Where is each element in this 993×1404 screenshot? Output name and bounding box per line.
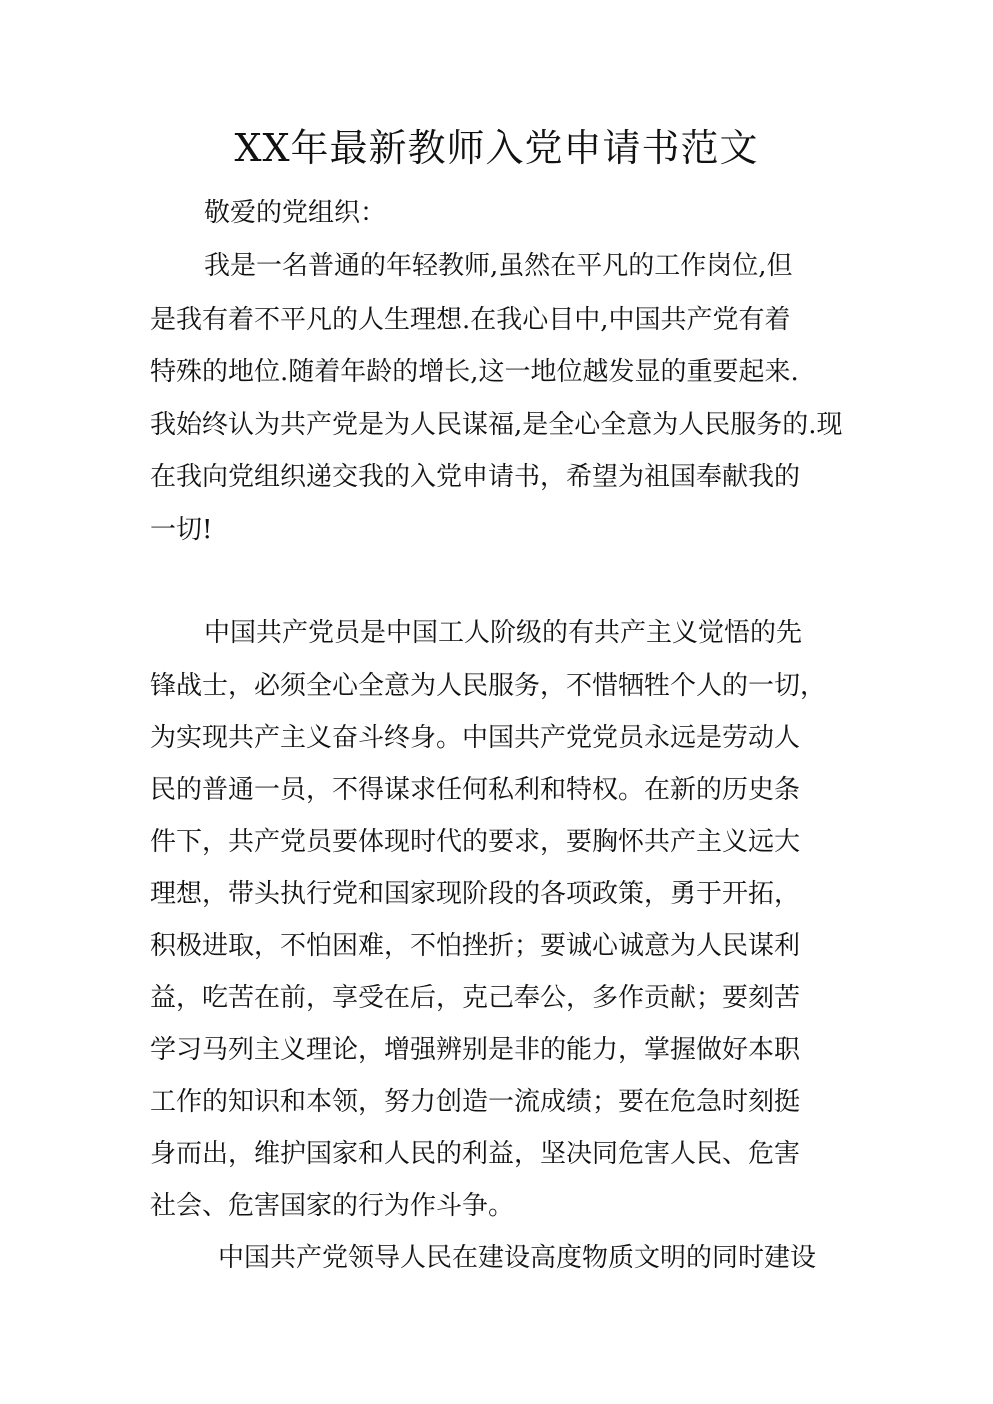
salutation: 敬爱的党组织：	[204, 198, 387, 228]
paragraph-2-line: 社会、危害国家的行为作斗争。	[150, 1191, 515, 1221]
paragraph-2-line: 身而出，维护国家和人民的利益，坚决同危害人民、危害	[150, 1139, 801, 1169]
paragraph-1-line: 特殊的地位.随着年龄的增长,这一地位越发显的重要起来.	[150, 357, 799, 387]
paragraph-1-line: 是我有着不平凡的人生理想.在我心目中,中国共产党有着	[150, 305, 791, 335]
paragraph-2-line: 为实现共产主义奋斗终身。中国共产党党员永远是劳动人	[150, 723, 801, 753]
paragraph-2-line: 学习马列主义理论，增强辨别是非的能力，掌握做好本职	[150, 1035, 801, 1065]
page-title: XX年最新教师入党申请书范文	[234, 126, 759, 170]
paragraph-2-line: 民的普通一员，不得谋求任何私利和特权。在新的历史条	[150, 775, 801, 805]
paragraph-1-line: 我始终认为共产党是为人民谋福,是全心全意为人民服务的.现	[150, 410, 843, 440]
paragraph-2-line: 中国共产党员是中国工人阶级的有共产主义觉悟的先	[204, 618, 803, 648]
paragraph-2-line: 工作的知识和本领，努力创造一流成绩；要在危急时刻挺	[150, 1087, 801, 1117]
paragraph-2-line: 件下，共产党员要体现时代的要求，要胸怀共产主义远大	[150, 827, 801, 857]
paragraph-1-line: 在我向党组织递交我的入党申请书，希望为祖国奉献我的	[150, 462, 801, 492]
paragraph-2-line: 益，吃苦在前，享受在后，克己奉公，多作贡献；要刻苦	[150, 983, 801, 1013]
paragraph-2-line: 积极进取，不怕困难，不怕挫折；要诚心诚意为人民谋利	[150, 931, 801, 961]
paragraph-1-line: 我是一名普通的年轻教师,虽然在平凡的工作岗位,但	[204, 251, 793, 281]
paragraph-3-line: 中国共产党领导人民在建设高度物质文明的同时建设	[218, 1243, 817, 1273]
paragraph-2-line: 理想，带头执行党和国家现阶段的各项政策，勇于开拓，	[150, 879, 801, 909]
paragraph-2-line: 锋战士，必须全心全意为人民服务，不惜牺牲个人的一切，	[150, 671, 827, 701]
paragraph-1-line: 一切!	[150, 515, 213, 545]
